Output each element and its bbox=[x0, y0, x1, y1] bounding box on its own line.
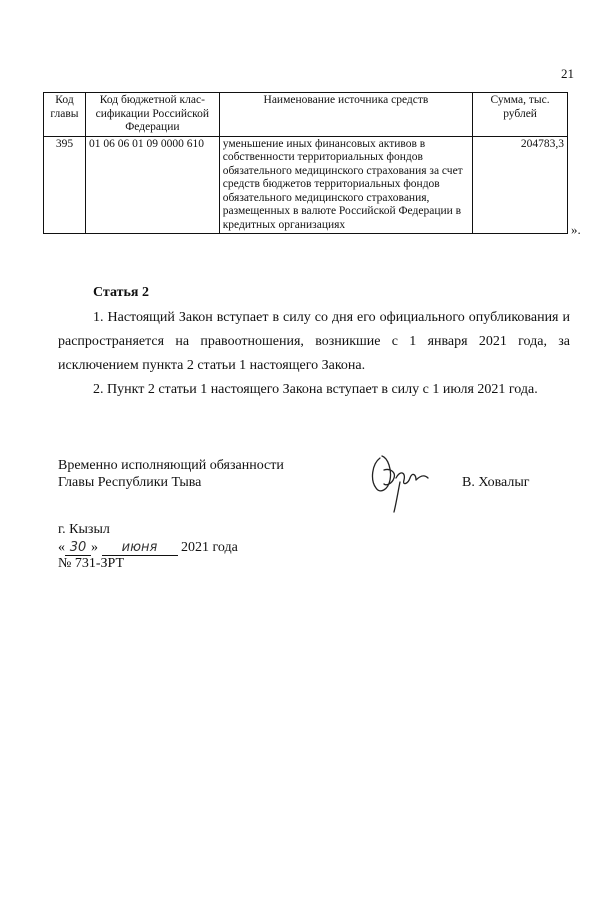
table-row bbox=[44, 136, 568, 234]
cell-chapter-code: 395 bbox=[44, 136, 86, 234]
header-chapter-code: Код главы bbox=[44, 93, 86, 137]
cell-source-name: уменьшение иных финансовых активов в собственности территориальных фондов обязательного медицинского страхования за счет средств бюджетов территориальных фондов обязательного медицинского страхования, размещенных в валюте Российской Федерации в кредитных организациях bbox=[219, 136, 472, 234]
signatory-title-line-1: Временно исполняющий обязанности bbox=[58, 458, 284, 473]
signing-place: г. Кызыл bbox=[58, 522, 110, 537]
article-heading: Статья 2 bbox=[93, 285, 149, 300]
signatory-title-line-2: Главы Республики Тыва bbox=[58, 475, 202, 490]
date-year: 2021 года bbox=[181, 540, 238, 555]
article-paragraph-2: 2. Пункт 2 статьи 1 настоящего Закона вступает в силу с 1 июля 2021 года. bbox=[93, 382, 538, 397]
date-day-handwritten: 30 bbox=[65, 540, 91, 556]
signing-date bbox=[58, 540, 238, 556]
budget-sources-table bbox=[43, 92, 568, 234]
handwritten-signature bbox=[366, 450, 436, 515]
article-paragraph-1: 1. Настоящий Закон вступает в силу со дня его официального опубликования и распространяется на правоотношения, возникшие с 1 января 2021 года, за исключением пункта 2 статьи 1 настоящего Закона. bbox=[58, 310, 570, 373]
date-quote-close: » bbox=[91, 540, 98, 555]
header-amount: Сумма, тыс. рублей bbox=[473, 93, 568, 137]
table-header-row bbox=[44, 93, 568, 137]
cell-amount: 204783,3 bbox=[473, 136, 568, 234]
cell-kbk-code: 01 06 06 01 09 0000 610 bbox=[85, 136, 219, 234]
law-number: № 731-ЗРТ bbox=[58, 556, 125, 571]
date-month-handwritten: июня bbox=[102, 540, 178, 556]
page-number: 21 bbox=[561, 66, 574, 81]
header-source-name: Наименование источника средств bbox=[219, 93, 472, 137]
signatory-name: В. Ховалыг bbox=[462, 475, 530, 490]
date-quote-open: « bbox=[58, 540, 65, 555]
header-kbk-code: Код бюджетной клас-сификации Российской Федерации bbox=[85, 93, 219, 137]
closing-quote-mark: ». bbox=[571, 222, 581, 237]
signatory-title bbox=[58, 457, 284, 491]
